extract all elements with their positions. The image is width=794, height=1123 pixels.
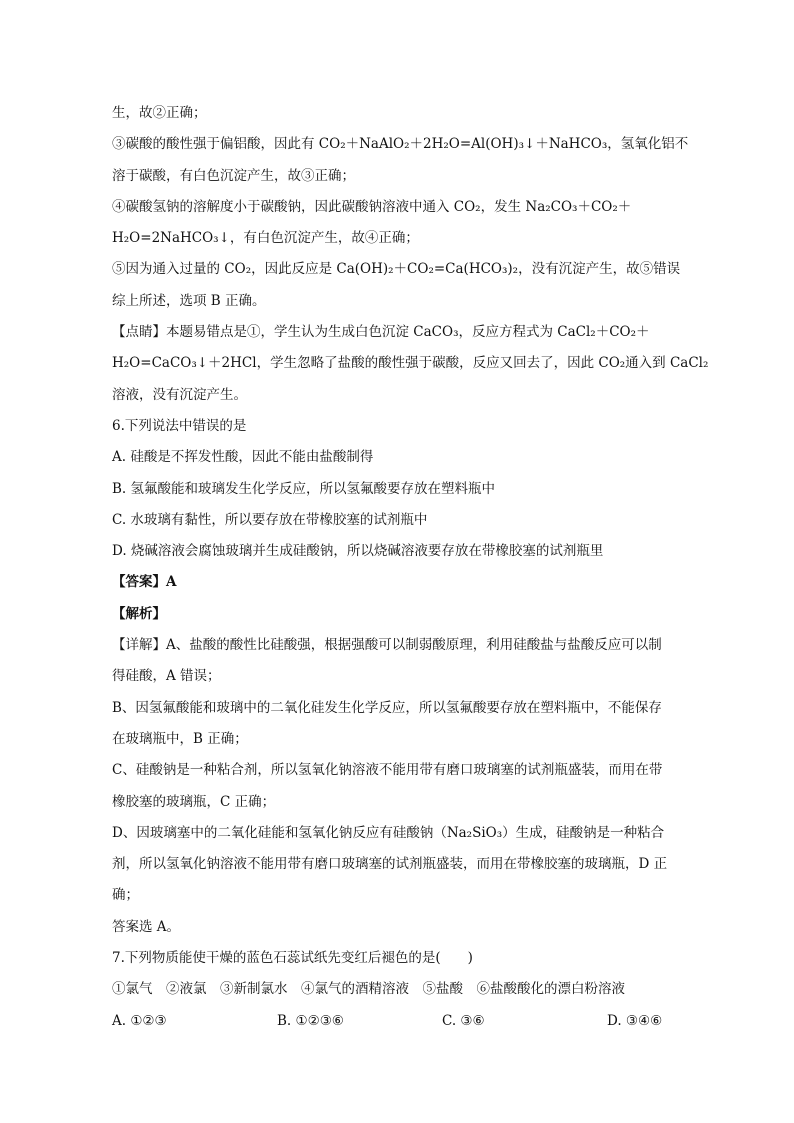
question-6-stem: 6.下列说法中错误的是 [112,417,247,434]
q7-choice-d: D. ③④⑥ [607,1012,663,1029]
q7-choice-b: B. ①②③⑥ [277,1012,344,1029]
text-line: H₂O=2NaHCO₃↓，有白色沉淀产生，故④正确； [112,230,419,247]
text-line: 确； [112,887,139,904]
text-line: D、因玻璃塞中的二氧化硅能和氢氧化钠反应有硅酸钠（Na₂SiO₃）生成，硅酸钠是一种粘合 [112,824,665,841]
text-line: ③碳酸的酸性强于偏铝酸，因此有 CO₂＋NaAlO₂＋2H₂O=Al(OH)₃↓＋NaHCO₃，氢氧化铝不 [112,136,689,153]
text-line: 答案选 A。 [112,918,181,935]
text-line: 得硅酸，A 错误； [112,668,221,685]
text-line: B、因氢氟酸能和玻璃中的二氧化硅发生化学反应，所以氢氟酸要存放在塑料瓶中，不能保存 [112,699,662,716]
text-line: H₂O=CaCO₃↓＋2HCl，学生忽略了盐酸的酸性强于碳酸，反应又回去了，因此 CO₂通入到 CaCl₂ [112,355,709,372]
text-line: C、硅酸钠是一种粘合剂，所以氢氧化钠溶液不能用带有磨口玻璃塞的试剂瓶盛装，而用在带 [112,762,663,779]
q7-choice-c: C. ③⑥ [442,1012,485,1029]
text-line: 【详解】A、盐酸的酸性比硅酸强，根据强酸可以制弱酸原理，利用硅酸盐与盐酸反应可以制 [112,637,662,654]
text-line: ④碳酸氢钠的溶解度小于碳酸钠，因此碳酸钠溶液中通入 CO₂，发生 Na₂CO₃＋CO₂＋ [112,198,632,215]
text-line: 溶液，没有沉淀产生。 [112,386,247,403]
q7-choices [112,1006,684,1037]
text-line: 剂，所以氢氧化钠溶液不能用带有磨口玻璃塞的试剂瓶盛装，而用在带橡胶塞的玻璃瓶，D 正 [112,856,668,873]
q6-option-c: C. 水玻璃有黏性，所以要存放在带橡胶塞的试剂瓶中 [112,511,428,528]
q7-substances: ①氯气 ②液氯 ③新制氯水 ④氯气的酒精溶液 ⑤盐酸 ⑥盐酸酸化的漂白粉溶液 [112,981,625,998]
answer-label: 【答案】A [112,574,177,591]
question-7-stem: 7.下列物质能使干燥的蓝色石蕊试纸先变红后褪色的是( ) [112,950,473,967]
text-line: 生，故②正确； [112,105,207,121]
text-line: ⑤因为通入过量的 CO₂，因此反应是 Ca(OH)₂＋CO₂=Ca(HCO₃)₂，没有沉淀产生，故⑤错误 [112,261,681,278]
q7-choice-a: A. ①②③ [112,1012,167,1029]
analysis-label: 【解析】 [112,605,166,622]
document-page [112,98,709,1037]
text-line: 综上所述，选项 B 正确。 [112,292,266,309]
q6-option-a: A. 硅酸是不挥发性酸，因此不能由盐酸制得 [112,449,374,466]
q6-option-b: B. 氢氟酸能和玻璃发生化学反应，所以氢氟酸要存放在塑料瓶中 [112,480,496,497]
text-line: 【点睛】本题易错点是①，学生认为生成白色沉淀 CaCO₃，反应方程式为 CaCl₂＋CO₂＋ [112,324,650,341]
text-line: 溶于碳酸，有白色沉淀产生，故③正确； [112,167,355,184]
text-line: 橡胶塞的玻璃瓶，C 正确； [112,793,276,810]
q6-option-d: D. 烧碱溶液会腐蚀玻璃并生成硅酸钠，所以烧碱溶液要存放在带橡胶塞的试剂瓶里 [112,543,604,560]
text-line: 在玻璃瓶中，B 正确； [112,730,248,747]
